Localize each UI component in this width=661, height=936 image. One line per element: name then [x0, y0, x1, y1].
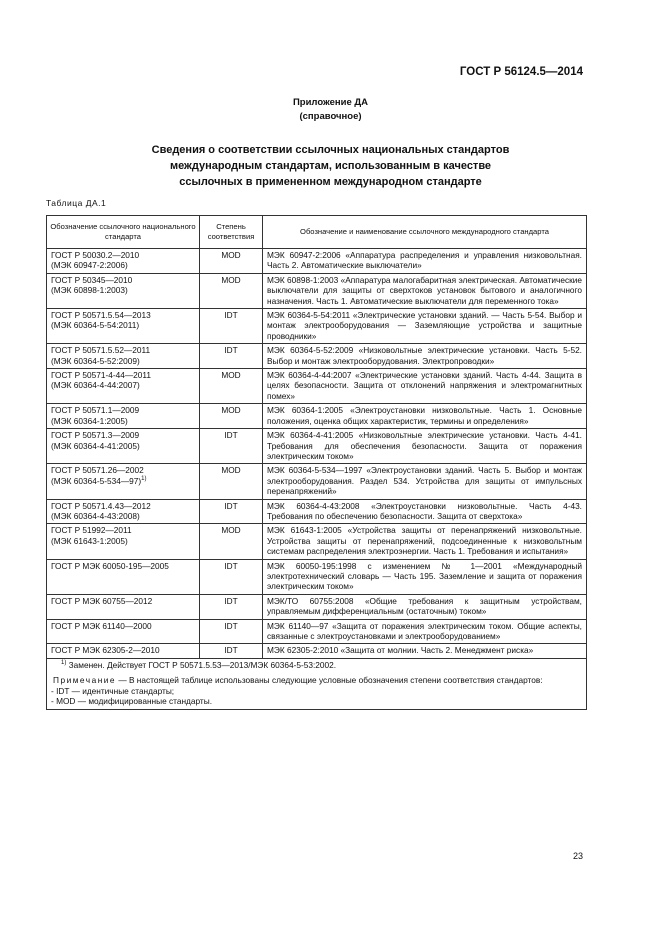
- note-label: Примечание: [53, 675, 117, 686]
- international-equivalent-code: (МЭК 60364-5-54:2011): [51, 320, 140, 331]
- degree-cell: MOD: [200, 273, 263, 308]
- annex-subtitle: (справочное): [299, 111, 362, 122]
- note-text: — В настоящей таблице использованы следующие условные обозначения степени соответствия стандартов:: [116, 675, 543, 686]
- international-equivalent-code: (МЭК 60364-4-44:2007): [51, 380, 140, 391]
- international-standard-cell: МЭК 60898-1:2003 «Аппаратура малогабаритная электрическая. Автоматические выключатели для защиты от сверхтоков установок бытового и аналогичного назначения. Часть 1. Автоматические выключатели для переменного тока»: [263, 273, 587, 308]
- national-standard-code: ГОСТ Р МЭК 62305-2—2010: [51, 645, 160, 656]
- international-standard-cell: МЭК 60947-2:2006 «Аппаратура распределения и управления низковольтная. Часть 2. Автоматические выключатели»: [263, 249, 587, 274]
- international-standard-cell: МЭК 60364-4-41:2005 «Низковольтные электрические установки. Часть 4-41. Требования для обеспечения безопасности. Защита от поражения электрическим током»: [263, 429, 587, 464]
- international-equivalent-code: (МЭК 60364-4-41:2005): [51, 440, 140, 451]
- international-standard-cell: МЭК 60364-4-43:2008 «Электроустановки низковольтные. Часть 4-43. Требования по обеспечению безопасности. Защита от сверхтока»: [263, 499, 587, 524]
- table-note: [51, 675, 582, 686]
- degree-cell: IDT: [200, 344, 263, 369]
- national-standard-code: ГОСТ Р 50571.5.52—2011: [51, 345, 151, 356]
- footnote-ref: 1): [141, 475, 147, 482]
- national-standard-cell: [47, 464, 200, 499]
- international-standard-cell: МЭК 60364-4-44:2007 «Электрические установки зданий. Часть 4-44. Защита в целях безопасности. Защита от отклонений напряжения и электромагнитных помех»: [263, 369, 587, 404]
- national-standard-code: ГОСТ Р 50571-4-44—2011: [51, 370, 151, 381]
- national-standard-code: ГОСТ Р 50571.1—2009: [51, 405, 140, 416]
- annex-heading: [0, 96, 661, 124]
- national-standard-code: ГОСТ Р МЭК 60755—2012: [51, 595, 153, 606]
- international-standard-cell: МЭК/ТО 60755:2008 «Общие требования к защитным устройствам, управляемым дифференциальным (остаточным) током»: [263, 594, 587, 619]
- international-standard-cell: МЭК 60364-5-534—1997 «Электроустановки зданий. Часть 5. Выбор и монтаж электрооборудования. Раздел 534. Устройства для защиты от импульсных перенапряжений»: [263, 464, 587, 499]
- international-equivalent: [51, 536, 195, 546]
- national-standard-code: ГОСТ Р МЭК 60050-195—2005: [51, 560, 169, 571]
- header-international-standard: Обозначение и наименование ссылочного международного стандарта: [263, 216, 587, 249]
- table-row: [47, 464, 587, 499]
- section-title: [0, 142, 661, 190]
- national-standard-code: ГОСТ Р 50030.2—2010: [51, 250, 140, 260]
- table-row: [47, 344, 587, 369]
- international-equivalent: [51, 380, 195, 390]
- degree-cell: IDT: [200, 594, 263, 619]
- degree-cell: IDT: [200, 429, 263, 464]
- header-degree: Степень соответствия: [200, 216, 263, 249]
- national-standard-cell: [47, 249, 200, 274]
- table-row: [47, 499, 587, 524]
- section-title-line: Сведения о соответствии ссылочных национальных стандартов: [151, 144, 510, 156]
- national-standard-cell: [47, 644, 200, 658]
- national-standard-cell: [47, 369, 200, 404]
- table-notes-row: [47, 658, 587, 709]
- table-row: [47, 524, 587, 559]
- national-standard-cell: [47, 594, 200, 619]
- international-equivalent: [51, 416, 195, 426]
- note-list-item: - IDT — идентичные стандарты;: [51, 685, 175, 696]
- national-standard-cell: [47, 499, 200, 524]
- degree-cell: MOD: [200, 249, 263, 274]
- section-title-line: международным стандартам, использованным в качестве: [169, 160, 492, 172]
- degree-cell: IDT: [200, 559, 263, 594]
- degree-cell: MOD: [200, 404, 263, 429]
- table-row: [47, 559, 587, 594]
- table-header-row: [47, 216, 587, 249]
- table-caption: Таблица ДА.1: [46, 198, 107, 208]
- national-standard-code: ГОСТ Р 50571.3—2009: [51, 430, 140, 441]
- degree-cell: IDT: [200, 619, 263, 644]
- international-equivalent: [51, 511, 195, 521]
- international-equivalent-code: (МЭК 60898-1:2003): [51, 285, 128, 296]
- national-standard-cell: [47, 429, 200, 464]
- header-national-standard: Обозначение ссылочного национального стандарта: [47, 216, 200, 249]
- note-list-item: - MOD — модифицированные стандарты.: [51, 696, 213, 707]
- degree-cell: MOD: [200, 464, 263, 499]
- standards-table: [46, 215, 587, 710]
- national-standard-cell: [47, 524, 200, 559]
- international-equivalent-code: (МЭК 60364-1:2005): [51, 415, 128, 426]
- table-footnote: [51, 660, 582, 671]
- international-equivalent: [51, 260, 195, 270]
- national-standard-code: ГОСТ Р 51992—2011: [51, 525, 132, 536]
- national-standard-cell: [47, 309, 200, 344]
- document-code: ГОСТ Р 56124.5—2014: [459, 66, 583, 78]
- national-standard-cell: [47, 559, 200, 594]
- international-equivalent-code: (МЭК 60364-5-52:2009): [51, 355, 140, 366]
- degree-cell: IDT: [200, 309, 263, 344]
- table-row: [47, 404, 587, 429]
- table-row: [47, 429, 587, 464]
- footnote-mark: 1): [61, 660, 67, 667]
- international-equivalent-code: (МЭК 60947-2:2006): [51, 260, 128, 271]
- table-row: [47, 249, 587, 274]
- international-standard-cell: МЭК 60364-5-52:2009 «Низковольтные электрические установки. Часть 5-52. Выбор и монтаж электрооборудования. Электропроводки»: [263, 344, 587, 369]
- international-equivalent: [51, 441, 195, 451]
- page-number: 23: [572, 851, 583, 861]
- section-title-line: ссылочных в примененном международном стандарте: [179, 176, 482, 188]
- degree-cell: MOD: [200, 369, 263, 404]
- table-row: [47, 369, 587, 404]
- degree-cell: IDT: [200, 499, 263, 524]
- footnote-text: Заменен. Действует ГОСТ Р 50571.5.53—2013/МЭК 60364-5-53:2002.: [68, 659, 337, 670]
- national-standard-code: ГОСТ Р 50571.5.54—2013: [51, 310, 151, 321]
- international-equivalent: [51, 356, 195, 366]
- national-standard-cell: [47, 344, 200, 369]
- international-standard-cell: МЭК 61140—97 «Защита от поражения электрическим током. Общие аспекты, связанные с электроустановками и электрооборудованием»: [263, 619, 587, 644]
- international-standard-cell: МЭК 60364-1:2005 «Электроустановки низковольтные. Часть 1. Основные положения, оценка общих характеристик, термины и определения»: [263, 404, 587, 429]
- international-equivalent-code: (МЭК 60364-5-534—97): [51, 475, 142, 486]
- international-standard-cell: МЭК 60050-195:1998 с изменением № 1—2001 «Международный электротехнический словарь — Часть 195. Заземление и защита от поражения электрическим током»: [263, 559, 587, 594]
- national-standard-code: ГОСТ Р 50345—2010: [51, 274, 133, 285]
- degree-cell: IDT: [200, 644, 263, 658]
- annex-title: Приложение ДА: [292, 97, 369, 108]
- national-standard-code: ГОСТ Р 50571.4.43—2012: [51, 500, 151, 511]
- national-standard-code: ГОСТ Р МЭК 61140—2000: [51, 620, 152, 631]
- table-row: [47, 309, 587, 344]
- international-standard-cell: МЭК 61643-1:2005 «Устройства защиты от перенапряжений низковольтные. Устройства защиты от перенапряжений, подсоединенные к низковольтным системам распределения электроэнергии. Часть 1. Требования и испытания»: [263, 524, 587, 559]
- degree-cell: MOD: [200, 524, 263, 559]
- international-equivalent: [51, 320, 195, 330]
- national-standard-cell: [47, 404, 200, 429]
- international-equivalent-code: (МЭК 60364-4-43:2008): [51, 510, 140, 521]
- table-row: [47, 644, 587, 658]
- international-equivalent: [51, 285, 195, 295]
- national-standard-cell: [47, 273, 200, 308]
- table-row: [47, 594, 587, 619]
- national-standard-cell: [47, 619, 200, 644]
- table-notes: [47, 658, 587, 709]
- national-standard-code: ГОСТ Р 50571.26—2002: [51, 465, 144, 476]
- table-row: [47, 619, 587, 644]
- international-standard-cell: МЭК 62305-2:2010 «Защита от молнии. Часть 2. Менеджмент риска»: [263, 644, 587, 658]
- international-standard-cell: МЭК 60364-5-54:2011 «Электрические установки зданий. — Часть 5-54. Выбор и монтаж электрооборудования — Заземляющие устройства и защитные проводники»: [263, 309, 587, 344]
- international-equivalent: [51, 476, 195, 486]
- international-equivalent-code: (МЭК 61643-1:2005): [51, 535, 128, 546]
- table-row: [47, 273, 587, 308]
